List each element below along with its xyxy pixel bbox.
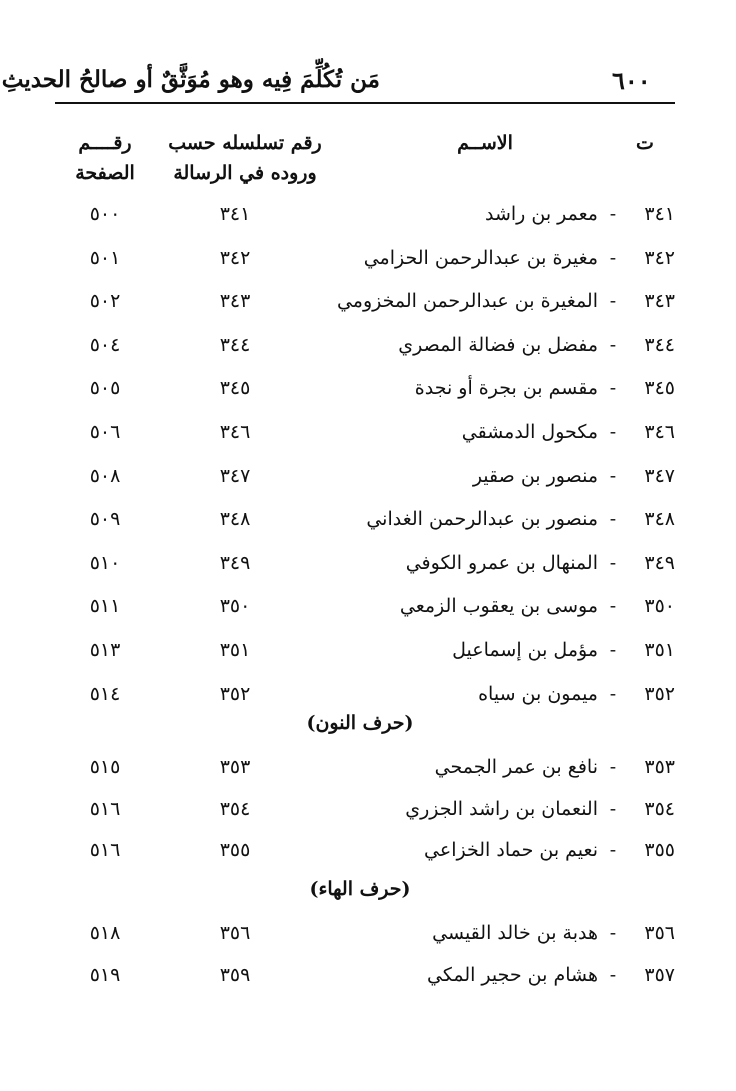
entry-page: ٥٠٨: [89, 464, 121, 487]
entry-name: المنهال بن عمرو الكوفي: [405, 551, 598, 574]
page-number: ٦٠٠: [612, 66, 651, 95]
entry-page: ٥٠٢: [89, 290, 121, 313]
entry-name: المغيرة بن عبدالرحمن المخزومي: [336, 290, 598, 313]
entry-number: ٣٥٧: [644, 963, 675, 986]
table-row: [0, 282, 736, 320]
entry-dash: -: [609, 839, 617, 861]
column-header-name: الاســم: [457, 132, 513, 154]
entry-dash: -: [609, 551, 617, 574]
entry-page: ٥١٦: [89, 839, 121, 861]
entry-page: ٥١٨: [89, 922, 121, 944]
entry-page: ٥١٤: [89, 682, 121, 705]
entry-dash: -: [609, 464, 617, 487]
entry-dash: -: [609, 922, 617, 944]
entry-dash: -: [609, 203, 617, 225]
entry-page: ٥٠٦: [89, 421, 121, 443]
entry-page: ٥٠٥: [89, 377, 121, 400]
entry-dash: -: [609, 246, 617, 269]
entry-dash: -: [609, 290, 617, 313]
entry-name: منصور بن صقير: [472, 464, 598, 487]
entry-number: ٣٤٦: [644, 421, 675, 443]
table-row: [0, 457, 736, 495]
table-row: [0, 239, 736, 277]
entry-number: ٣٥٤: [644, 797, 675, 820]
entry-number: ٣٤١: [644, 203, 675, 225]
column-header-sequence-line2: وروده في الرسالة: [173, 162, 317, 184]
entry-sequence: ٣٥١: [219, 639, 251, 661]
entry-dash: -: [609, 963, 617, 986]
entry-sequence: ٣٥٢: [219, 682, 251, 705]
table-row: [0, 587, 736, 625]
entry-name: نعيم بن حماد الخزاعي: [424, 839, 598, 861]
entry-dash: -: [609, 377, 617, 400]
entry-sequence: ٣٥٤: [219, 797, 251, 820]
table-row: [0, 413, 736, 451]
table-row: [0, 544, 736, 582]
entry-sequence: ٣٥٦: [219, 922, 251, 944]
entry-number: ٣٤٩: [644, 551, 675, 574]
entry-name: معمر بن راشد: [485, 203, 598, 225]
entry-page: ٥١٦: [89, 797, 121, 820]
entry-dash: -: [609, 639, 617, 661]
table-row: [0, 831, 736, 869]
entry-sequence: ٣٤١: [219, 203, 251, 225]
header-rule: [55, 102, 675, 104]
entry-page: ٥١٩: [89, 963, 121, 986]
entry-name: موسى بن يعقوب الزمعي: [399, 595, 598, 618]
entry-number: ٣٥٠: [644, 595, 675, 618]
table-row: [0, 195, 736, 233]
table-row: [0, 675, 736, 713]
entry-sequence: ٣٥٥: [219, 839, 251, 861]
entry-sequence: ٣٥٩: [219, 963, 251, 986]
entry-number: ٣٥٢: [644, 682, 675, 705]
entry-dash: -: [609, 797, 617, 820]
entry-page: ٥١٣: [89, 639, 121, 661]
table-row: [0, 748, 736, 786]
entry-name: نافع بن عمر الجمحي: [434, 756, 598, 778]
table-row: [0, 956, 736, 994]
entry-sequence: ٣٤٥: [219, 377, 251, 400]
table-row: [0, 500, 736, 538]
entry-page: ٥٠٩: [89, 508, 121, 531]
entry-page: ٥١٠: [89, 551, 121, 574]
column-header-sequence-line1: رقم تسلسله حسب: [168, 132, 322, 154]
column-header-index: ت: [636, 132, 654, 154]
table-row: [0, 790, 736, 828]
entry-number: ٣٤٢: [644, 246, 675, 269]
column-header-page-line1: رقــــم: [78, 132, 132, 154]
entry-name: ميمون بن سياه: [478, 682, 598, 705]
entry-name: مؤمل بن إسماعيل: [452, 639, 598, 661]
section-heading-nun: (حرف النون): [306, 712, 414, 734]
entry-sequence: ٣٤٣: [219, 290, 251, 313]
entry-dash: -: [609, 595, 617, 618]
entry-dash: -: [609, 682, 617, 705]
entry-name: مكحول الدمشقي: [461, 421, 598, 443]
entry-page: ٥١٥: [89, 756, 121, 778]
entry-name: مقسم بن بجرة أو نجدة: [414, 377, 598, 400]
table-row: [0, 631, 736, 669]
entry-page: ٥٠١: [89, 246, 121, 269]
entry-name: منصور بن عبدالرحمن الغداني: [366, 508, 598, 531]
entry-name: مفضل بن فضالة المصري: [398, 333, 598, 356]
entry-page: ٥٠٤: [89, 333, 121, 356]
entry-dash: -: [609, 421, 617, 443]
entry-sequence: ٣٥٣: [219, 756, 251, 778]
entry-name: النعمان بن راشد الجزري: [405, 797, 598, 820]
entry-name: هدبة بن خالد القيسي: [432, 922, 598, 944]
entry-sequence: ٣٤٤: [219, 333, 251, 356]
entry-sequence: ٣٤٢: [219, 246, 251, 269]
entry-sequence: ٣٤٨: [219, 508, 251, 531]
entry-number: ٣٤٨: [644, 508, 675, 531]
entry-name: هشام بن حجير المكي: [427, 963, 598, 986]
entry-sequence: ٣٤٦: [219, 421, 251, 443]
entry-number: ٣٤٧: [644, 464, 675, 487]
entry-number: ٣٥٥: [644, 839, 675, 861]
section-heading-ha: (حرف الهاء): [309, 878, 411, 900]
column-header-page-line2: الصفحة: [75, 162, 135, 184]
entry-name: مغيرة بن عبدالرحمن الحزامي: [363, 246, 598, 269]
entry-dash: -: [609, 508, 617, 531]
entry-dash: -: [609, 333, 617, 356]
entry-dash: -: [609, 756, 617, 778]
running-title: مَن تُكُلِّمَ فِيه وهو مُوَثَّقٌ أو صالحُ الحديثِ: [1, 66, 380, 93]
entry-number: ٣٤٣: [644, 290, 675, 313]
table-row: [0, 369, 736, 407]
entry-number: ٣٤٤: [644, 333, 675, 356]
entry-sequence: ٣٤٧: [219, 464, 251, 487]
table-row: [0, 326, 736, 364]
entry-number: ٣٥١: [644, 639, 675, 661]
table-row: [0, 914, 736, 952]
entry-page: ٥٠٠: [89, 203, 121, 225]
entry-sequence: ٣٤٩: [219, 551, 251, 574]
entry-sequence: ٣٥٠: [219, 595, 251, 618]
entry-number: ٣٥٦: [644, 922, 675, 944]
entry-number: ٣٥٣: [644, 756, 675, 778]
entry-page: ٥١١: [89, 595, 121, 618]
entry-number: ٣٤٥: [644, 377, 675, 400]
